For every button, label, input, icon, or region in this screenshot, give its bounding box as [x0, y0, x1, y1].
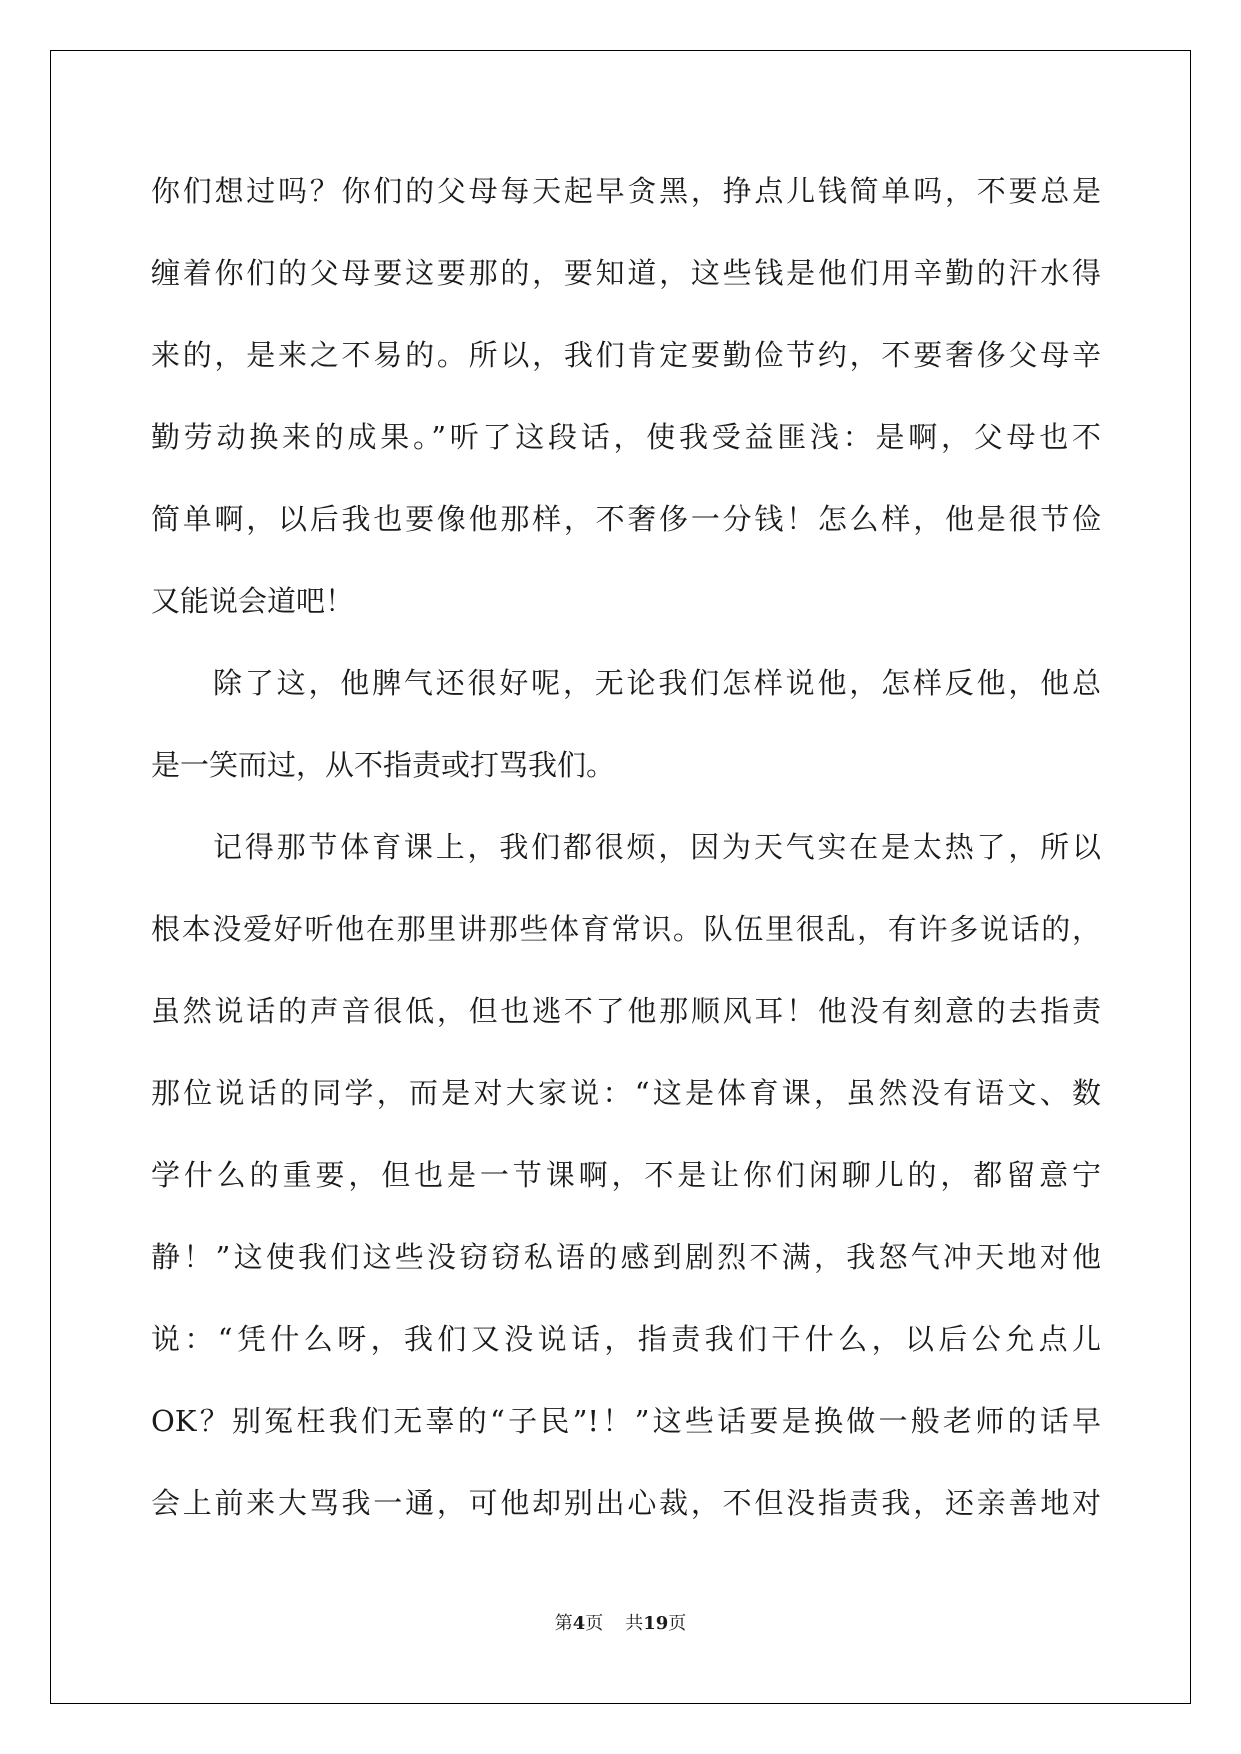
page-number: 4: [572, 1613, 586, 1634]
total-pages: 19: [643, 1613, 669, 1634]
text-line: 你们想过吗？你们的父母每天起早贪黑，挣点儿钱简单吗，不要总是: [151, 174, 1101, 208]
text-line: 虽然说话的声音很低，但也逃不了他那顺风耳！他没有刻意的去指责: [151, 994, 1101, 1028]
text-line: 学什么的重要，但也是一节课啊，不是让你们闲聊儿的，都留意宁: [151, 1158, 1101, 1192]
text-line: 勤劳动换来的成果。”听了这段话，使我受益匪浅：是啊，父母也不: [151, 420, 1101, 454]
total-prefix: 共: [625, 1613, 644, 1634]
document-body: [151, 150, 1101, 1544]
text-line: 会上前来大骂我一通，可他却别出心裁，不但没指责我，还亲善地对: [151, 1486, 1101, 1520]
total-suffix: 页: [668, 1613, 687, 1634]
text-line: 说：“凭什么呀，我们又没说话，指责我们干什么，以后公允点儿: [151, 1322, 1101, 1356]
page-suffix: 页: [585, 1613, 604, 1634]
page-footer: [0, 1609, 1241, 1635]
text-line: 来的，是来之不易的。所以，我们肯定要勤俭节约，不要奢侈父母辛: [151, 338, 1101, 372]
text-line: 静！”这使我们这些没窃窃私语的感到剧烈不满，我怒气冲天地对他: [151, 1240, 1101, 1274]
text-line: 记得那节体育课上，我们都很烦，因为天气实在是太热了，所以: [213, 830, 1101, 864]
text-line: 除了这，他脾气还很好呢，无论我们怎样说他，怎样反他，他总: [213, 666, 1101, 700]
text-line: 那位说话的同学，而是对大家说：“这是体育课，虽然没有语文、数: [151, 1076, 1101, 1110]
text-line: 缠着你们的父母要这要那的，要知道，这些钱是他们用辛勤的汗水得: [151, 256, 1101, 290]
text-line: 根本没爱好听他在那里讲那些体育常识。队伍里很乱，有许多说话的，: [151, 912, 1101, 946]
text-line: 是一笑而过，从不指责或打骂我们。: [151, 748, 616, 782]
text-line: OK？别冤枉我们无辜的“子民”!！”这些话要是换做一般老师的话早: [151, 1404, 1101, 1438]
text-line: 简单啊，以后我也要像他那样，不奢侈一分钱！怎么样，他是很节俭: [151, 502, 1101, 536]
page-prefix: 第: [554, 1613, 573, 1634]
text-line: 又能说会道吧！: [151, 584, 355, 618]
